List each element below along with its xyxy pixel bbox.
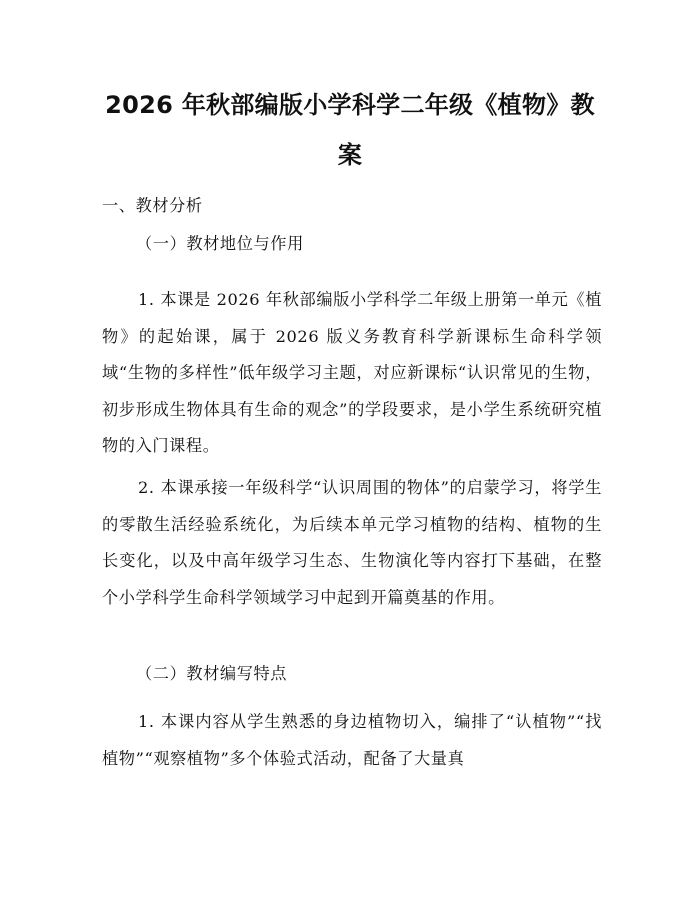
body-paragraph: 1. 本课内容从学生熟悉的身边植物切入，编排了“认植物”“找植物”“观察植物”多个体验式活动，配备了大量真 — [102, 712, 602, 768]
subsection-heading: （二）教材编写特点 — [136, 664, 288, 683]
subsection-heading: （一）教材地位与作用 — [136, 234, 304, 253]
document-title: 2026 年秋部编版小学科学二年级《植物》教案 — [105, 91, 595, 169]
body-paragraph: 1. 本课是 2026 年秋部编版小学科学二年级上册第一单元《植物》的起始课，属于 2026 版义务教育科学新课标生命科学领域“生物的多样性”低年级学习主题，对应新课标“认识常见的生物，初步形成生物体具有生命的观念”的学段要求，是小学生系统研究植物的入门课程。 — [102, 290, 602, 455]
body-paragraph: 2. 本课承接一年级科学“认识周围的物体”的启蒙学习，将学生的零散生活经验系统化，为后续本单元学习植物的结构、植物的生长变化，以及中高年级学习生态、生物演化等内容打下基础，在整个小学科学生命科学领域学习中起到开篇奠基的作用。 — [102, 478, 602, 607]
section-heading: 一、教材分析 — [102, 196, 203, 215]
